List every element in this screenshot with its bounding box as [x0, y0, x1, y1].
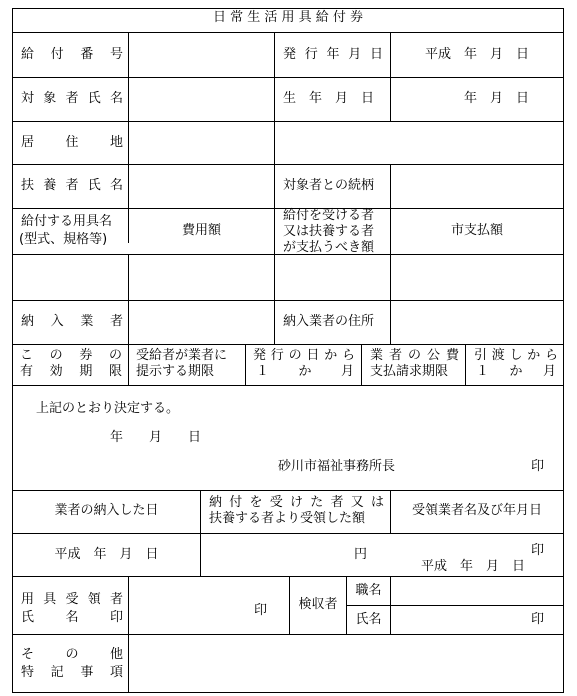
payer-amount-header-line3: が支払うべき額: [283, 240, 375, 255]
validity-col4-line2: １ か 月: [476, 364, 556, 379]
divider: [361, 344, 362, 385]
payer-amount-header-line2: 又は扶養する者: [283, 224, 375, 239]
divider: [128, 344, 129, 385]
receiving-vendor-header: 受領業者名及び年月日: [411, 503, 542, 518]
divider: [245, 344, 246, 385]
inspector-seal: 印: [531, 612, 545, 627]
validity-col1-line1: 受給者が業者に: [136, 348, 228, 363]
divider: [12, 385, 564, 386]
divider: [12, 77, 564, 78]
divider: [12, 344, 564, 345]
payer-amount-header-line1: 給付を受ける者: [283, 208, 375, 223]
payment-number-label: 給付番号: [21, 47, 123, 62]
divider: [390, 164, 391, 208]
vendor-label: 納入業者: [21, 314, 123, 329]
vendor-seal: 印: [531, 543, 545, 558]
divider: [128, 300, 129, 344]
validity-col3-line2: 支払請求期限: [370, 364, 449, 379]
divider: [12, 164, 564, 165]
issue-date-value: 平成 年 月 日: [424, 47, 529, 62]
signer-seal: 印: [531, 459, 545, 474]
issue-date-label: 発行年月日: [283, 47, 383, 62]
birth-date-value: 年 月 日: [464, 91, 530, 106]
form-title: 日 常 生 活 用 具 給 付 券: [212, 10, 364, 25]
divider: [12, 576, 564, 577]
divider: [12, 254, 564, 255]
relation-label: 対象者との続柄: [283, 178, 375, 193]
divider: [12, 634, 564, 635]
divider: [390, 77, 391, 121]
other-label-line2: 特記事項: [21, 665, 123, 680]
divider: [12, 121, 564, 122]
birth-date-label: 生 年 月 日: [283, 91, 375, 106]
yen-unit: 円: [354, 547, 368, 562]
guardian-name-label: 扶養者氏名: [21, 178, 123, 193]
cost-header: 費用額: [181, 223, 221, 238]
divider: [12, 533, 564, 534]
item-name-header: 給付する用具名: [21, 214, 113, 229]
divider: [128, 32, 129, 243]
item-spec-header: (型式、規格等): [19, 232, 108, 247]
validity-col3-line1: 業者の公費: [370, 348, 459, 363]
delivery-date-header: 業者の納入した日: [54, 503, 159, 518]
subject-name-label: 対象者氏名: [21, 91, 123, 106]
signer-title: 砂川市福祉事務所長: [278, 459, 396, 474]
divider: [346, 605, 564, 606]
divider: [12, 490, 564, 491]
divider: [274, 32, 275, 344]
divider: [12, 300, 564, 301]
validity-label-line1: この券の: [20, 348, 122, 363]
decision-date: 年 月 日: [110, 430, 202, 445]
recipient-label-line2: 氏名印: [21, 610, 123, 625]
post-label: 職名: [355, 583, 382, 598]
recipient-label-line1: 用具受領者: [21, 592, 123, 607]
validity-col2-line1: 発行の日から: [253, 348, 355, 363]
inspector-label: 検収者: [298, 597, 338, 612]
recipient-seal: 印: [254, 603, 268, 618]
divider: [12, 32, 564, 33]
divider: [128, 254, 129, 300]
other-label-line1: その他: [21, 647, 123, 662]
delivery-date-value: 平成 年 月 日: [54, 547, 159, 562]
validity-label-line2: 有効期限: [20, 364, 122, 379]
received-amount-header-line2: 扶養する者より受領した額: [209, 511, 366, 526]
validity-col1-line2: 提示する期限: [136, 364, 215, 379]
validity-col4-line1: 引渡しから: [474, 348, 558, 363]
divider: [390, 300, 391, 344]
receipt-date-value: 平成 年 月 日: [421, 559, 526, 574]
address-label: 居住地: [21, 135, 123, 150]
validity-col2-line2: １ か 月: [256, 364, 354, 379]
vendor-address-label: 納入業者の住所: [283, 314, 375, 329]
received-amount-header-line1: 納付を受けた者又は: [209, 495, 384, 510]
divider: [465, 344, 466, 385]
decision-statement: 上記のとおり決定する。: [36, 401, 180, 416]
city-payment-header: 市支払額: [450, 223, 503, 238]
name-label: 氏名: [355, 612, 382, 627]
